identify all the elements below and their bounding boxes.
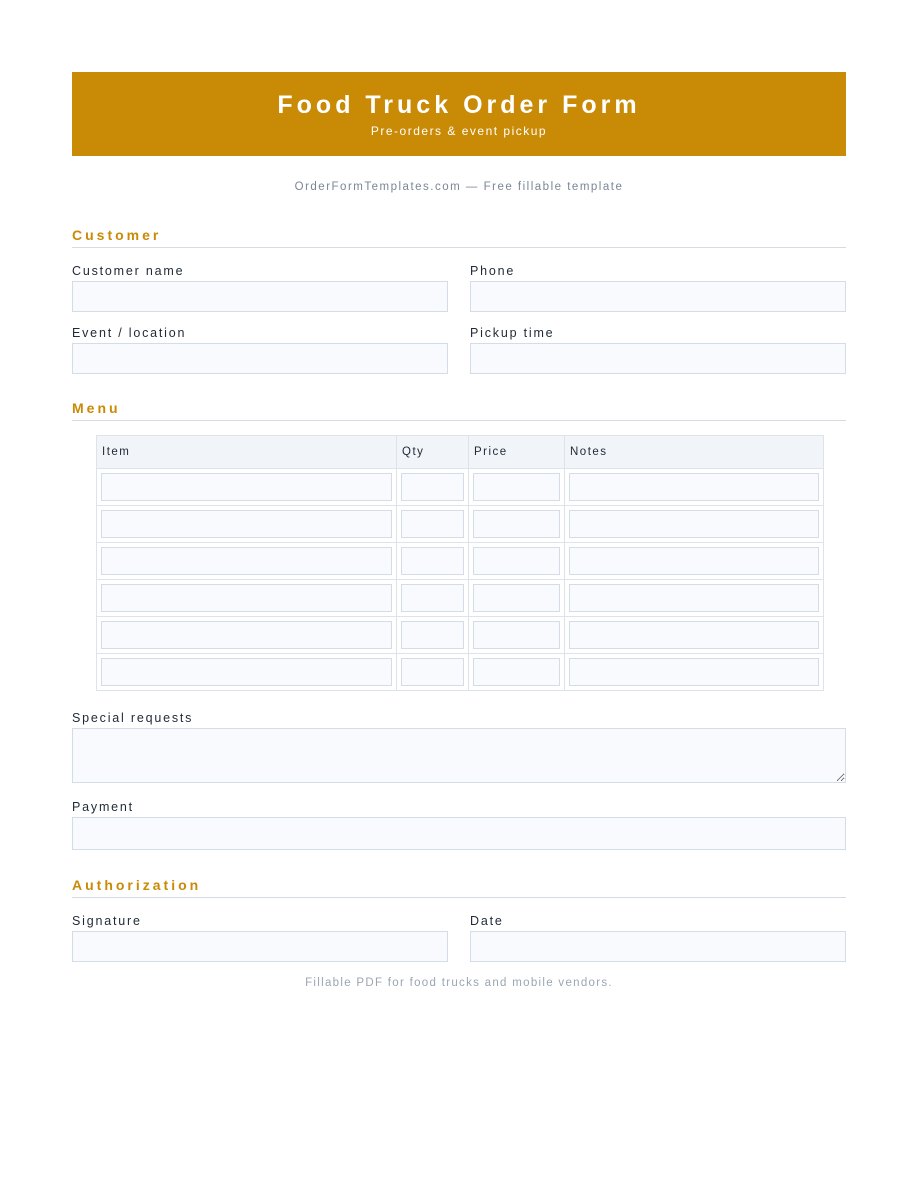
customer-row-1 xyxy=(72,264,846,312)
menu-cell-price xyxy=(469,469,565,506)
menu-cell-qty xyxy=(397,654,469,691)
menu-notes-field[interactable] xyxy=(569,621,819,649)
date-field[interactable] xyxy=(470,931,846,962)
menu-row xyxy=(97,617,824,654)
menu-cell-notes xyxy=(565,654,824,691)
form-subtitle: Pre-orders & event pickup xyxy=(370,124,548,138)
menu-cell-price xyxy=(469,506,565,543)
menu-table xyxy=(96,435,824,691)
event-location-label: Event / location xyxy=(72,326,187,340)
menu-qty-field[interactable] xyxy=(401,621,464,649)
menu-cell-item xyxy=(97,580,397,617)
menu-header-price: Price xyxy=(469,436,565,469)
menu-item-field[interactable] xyxy=(101,547,392,575)
pickup-time-field[interactable] xyxy=(470,343,846,374)
payment-field[interactable] xyxy=(72,817,846,850)
menu-cell-price xyxy=(469,617,565,654)
menu-cell-item xyxy=(97,506,397,543)
order-form-page xyxy=(72,72,846,989)
special-requests-field[interactable] xyxy=(72,728,846,783)
menu-notes-field[interactable] xyxy=(569,584,819,612)
menu-cell-qty xyxy=(397,580,469,617)
menu-cell-notes xyxy=(565,617,824,654)
menu-header-row xyxy=(97,436,824,469)
payment-label: Payment xyxy=(72,800,134,814)
form-title: Food Truck Order Form xyxy=(277,91,641,119)
customer-name-group xyxy=(72,264,448,312)
menu-row xyxy=(97,654,824,691)
menu-row xyxy=(97,469,824,506)
menu-item-field[interactable] xyxy=(101,584,392,612)
menu-cell-item xyxy=(97,654,397,691)
authorization-section-title: Authorization xyxy=(72,877,846,898)
menu-header-notes: Notes xyxy=(565,436,824,469)
menu-price-field[interactable] xyxy=(473,473,560,501)
menu-row xyxy=(97,580,824,617)
menu-price-field[interactable] xyxy=(473,658,560,686)
menu-cell-qty xyxy=(397,617,469,654)
menu-item-field[interactable] xyxy=(101,621,392,649)
signature-field[interactable] xyxy=(72,931,448,962)
authorization-row xyxy=(72,914,846,962)
menu-notes-field[interactable] xyxy=(569,510,819,538)
menu-cell-qty xyxy=(397,469,469,506)
menu-row xyxy=(97,506,824,543)
footer-note: Fillable PDF for food trucks and mobile vendors. xyxy=(305,977,613,989)
menu-rows xyxy=(97,469,824,691)
menu-cell-item xyxy=(97,543,397,580)
menu-qty-field[interactable] xyxy=(401,584,464,612)
date-group xyxy=(470,914,846,962)
signature-label: Signature xyxy=(72,914,142,928)
menu-cell-item xyxy=(97,617,397,654)
date-label: Date xyxy=(470,914,504,928)
phone-field[interactable] xyxy=(470,281,846,312)
menu-cell-price xyxy=(469,654,565,691)
menu-qty-field[interactable] xyxy=(401,547,464,575)
menu-price-field[interactable] xyxy=(473,584,560,612)
menu-cell-price xyxy=(469,580,565,617)
menu-qty-field[interactable] xyxy=(401,658,464,686)
menu-section-title: Menu xyxy=(72,400,846,421)
title-banner xyxy=(72,72,846,156)
menu-notes-field[interactable] xyxy=(569,658,819,686)
customer-name-field[interactable] xyxy=(72,281,448,312)
menu-notes-field[interactable] xyxy=(569,547,819,575)
menu-item-field[interactable] xyxy=(101,473,392,501)
menu-price-field[interactable] xyxy=(473,621,560,649)
menu-notes-field[interactable] xyxy=(569,473,819,501)
menu-cell-item xyxy=(97,469,397,506)
menu-price-field[interactable] xyxy=(473,547,560,575)
customer-row-2 xyxy=(72,326,846,374)
menu-cell-price xyxy=(469,543,565,580)
menu-cell-qty xyxy=(397,543,469,580)
source-line: OrderFormTemplates.com — Free fillable template xyxy=(294,181,624,193)
customer-section-title: Customer xyxy=(72,227,846,248)
special-requests-label: Special requests xyxy=(72,711,194,725)
menu-header-qty: Qty xyxy=(397,436,469,469)
signature-group xyxy=(72,914,448,962)
event-location-group xyxy=(72,326,448,374)
menu-cell-qty xyxy=(397,506,469,543)
menu-price-field[interactable] xyxy=(473,510,560,538)
customer-name-label: Customer name xyxy=(72,264,185,278)
event-location-field[interactable] xyxy=(72,343,448,374)
menu-cell-notes xyxy=(565,580,824,617)
menu-item-field[interactable] xyxy=(101,658,392,686)
menu-qty-field[interactable] xyxy=(401,510,464,538)
menu-cell-notes xyxy=(565,469,824,506)
menu-qty-field[interactable] xyxy=(401,473,464,501)
menu-header-item: Item xyxy=(97,436,397,469)
menu-cell-notes xyxy=(565,506,824,543)
menu-item-field[interactable] xyxy=(101,510,392,538)
pickup-time-label: Pickup time xyxy=(470,326,555,340)
pickup-time-group xyxy=(470,326,846,374)
phone-group xyxy=(470,264,846,312)
phone-label: Phone xyxy=(470,264,516,278)
menu-cell-notes xyxy=(565,543,824,580)
menu-row xyxy=(97,543,824,580)
